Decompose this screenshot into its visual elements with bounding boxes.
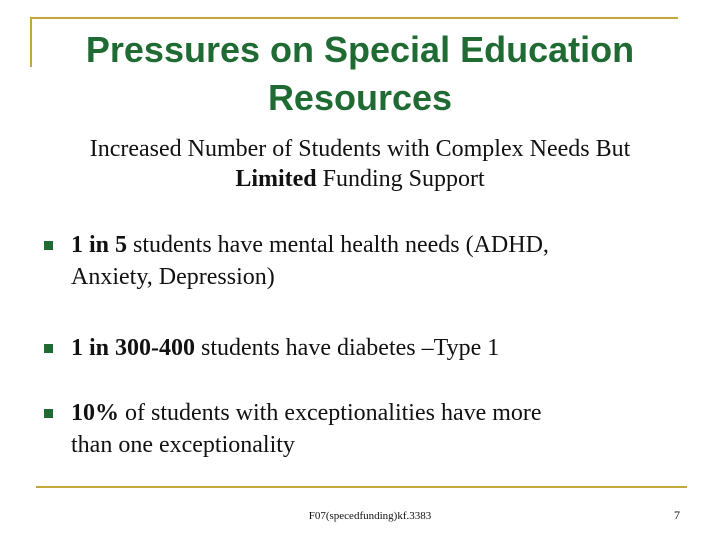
bullet-bold-stat: 10% bbox=[71, 400, 119, 426]
bullet-bold-stat: 1 in 5 bbox=[71, 232, 128, 258]
bullet-text bbox=[71, 332, 671, 364]
square-bullet-icon bbox=[44, 241, 53, 250]
bullet-text bbox=[71, 229, 671, 293]
subtitle-line-1: Increased Number of Students with Complex Needs But bbox=[89, 136, 631, 162]
footer-rule bbox=[36, 486, 687, 488]
square-bullet-icon bbox=[44, 409, 53, 418]
title-line-2: Resources bbox=[267, 77, 453, 118]
square-bullet-icon bbox=[44, 344, 53, 353]
bullet-line-2: Anxiety, Depression) bbox=[71, 264, 275, 290]
bullet-line-1: of students with exceptionalities have more bbox=[119, 400, 542, 426]
bullet-line-1: students have mental health needs (ADHD, bbox=[127, 232, 549, 258]
subtitle-line-2-rest: Funding Support bbox=[316, 166, 485, 192]
bullet-line-1: students have diabetes –Type 1 bbox=[195, 335, 500, 361]
slide-title bbox=[30, 26, 690, 122]
frame-top-rule bbox=[30, 17, 678, 19]
bullet-bold-stat: 1 in 300-400 bbox=[71, 335, 196, 361]
footer-text: F07(specedfunding)kf.3383 bbox=[308, 510, 432, 522]
bullet-line-2: than one exceptionality bbox=[71, 432, 295, 458]
slide-subtitle bbox=[20, 134, 700, 194]
bullet-text bbox=[71, 397, 671, 461]
subtitle-bold-word: Limited bbox=[235, 166, 317, 192]
title-line-1: Pressures on Special Education bbox=[85, 29, 635, 70]
page-number: 7 bbox=[674, 508, 680, 522]
